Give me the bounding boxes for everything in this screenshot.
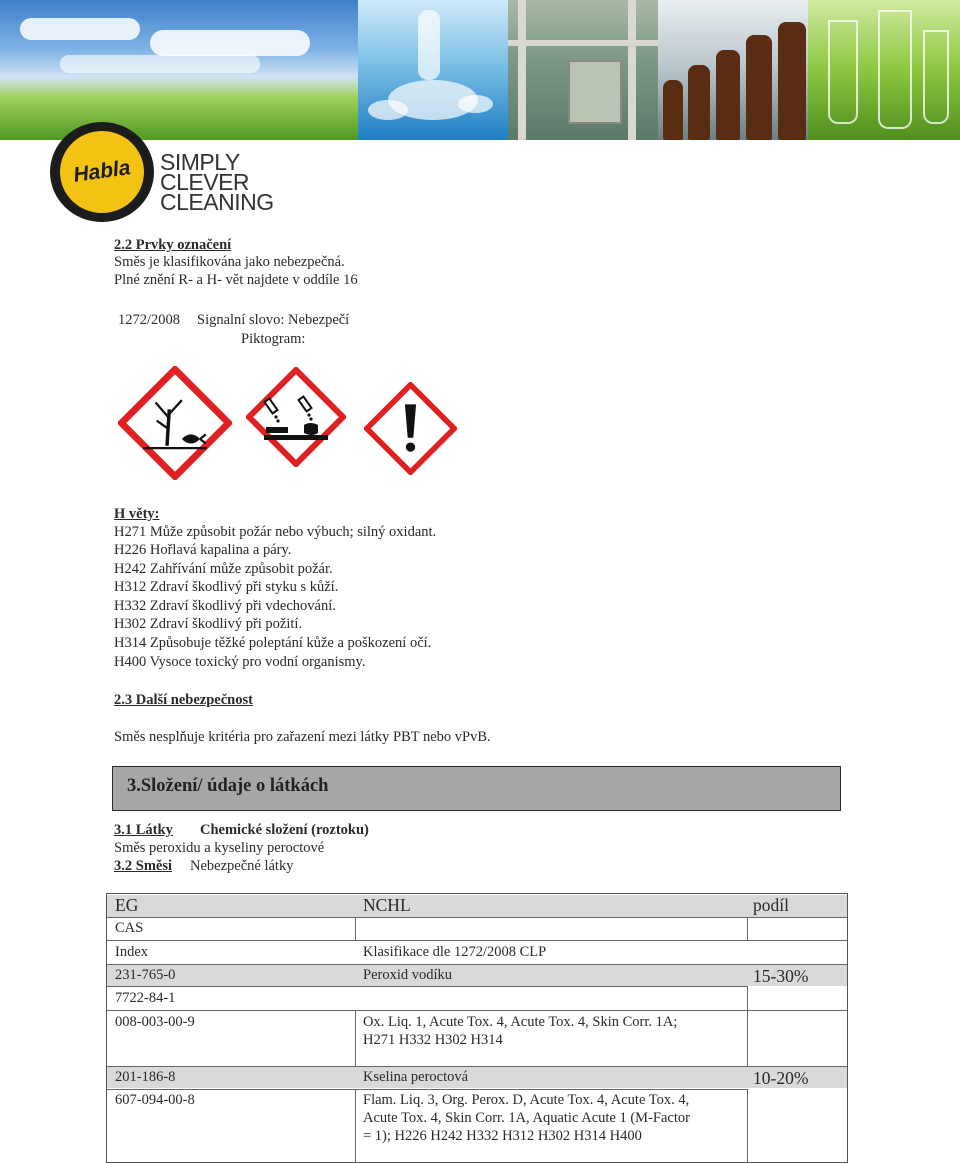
h-statement: H226 Hořlavá kapalina a páry.: [114, 542, 292, 558]
logo-brand: Habla: [72, 156, 132, 187]
column-header-eg: EG: [115, 895, 139, 915]
bottles-photo: [658, 0, 808, 140]
cas-number: 607-094-00-8: [115, 1092, 195, 1108]
regulation-number: 1272/2008: [118, 312, 181, 328]
factory-photo: [508, 0, 658, 140]
composition-table: [106, 893, 848, 1163]
classification-line: Flam. Liq. 3, Org. Perox. D, Acute Tox. 4, Acute Tox. 4,: [363, 1092, 690, 1108]
laboratory-photo: [808, 0, 960, 140]
pbt-text: Směs nesplňuje kritéria pro zařazení mezi látky PBT nebo vPvB.: [114, 729, 491, 745]
subsection-title-3-2: Nebezpečné látky: [190, 858, 294, 874]
h-statement: H314 Způsobuje těžké poleptání kůže a poškození očí.: [114, 635, 432, 651]
substance-name: Kselina peroctová: [363, 1069, 469, 1085]
subsection-title-3-1: Chemické složení (roztoku): [200, 822, 369, 838]
column-header-podil: podíl: [753, 895, 789, 915]
water-photo: [358, 0, 508, 140]
substance-name: Peroxid vodíku: [363, 967, 453, 983]
h-statements-heading: H věty:: [114, 506, 160, 522]
section-header-3: [112, 766, 841, 811]
classification-line: H271 H332 H302 H314: [363, 1032, 503, 1048]
subsection-number-3-1: 3.1 Látky: [114, 822, 173, 838]
column-header-nchl: NCHL: [363, 895, 411, 915]
h-statement: H332 Zdraví škodlivý při vdechování.: [114, 598, 336, 614]
subsection-number-3-2: 3.2 Směsi: [114, 858, 172, 874]
classification-line: Acute Tox. 4, Skin Corr. 1A, Aquatic Acute 1 (M-Factor: [363, 1110, 690, 1126]
h-statement: H302 Zdraví škodlivý při požití.: [114, 616, 303, 632]
h-statement: H312 Zdraví škodlivý při styku s kůží.: [114, 579, 339, 595]
section-title-3: 3.Složení/ údaje o látkách: [127, 776, 329, 796]
logo-tagline: SIMPLY CLEVER CLEANING: [160, 149, 274, 215]
eg-number: 231-765-0: [115, 967, 176, 983]
h-statement: H271 Může způsobit požár nebo výbuch; silný oxidant.: [114, 524, 437, 540]
substance-description: Směs peroxidu a kyseliny peroctové: [114, 840, 325, 856]
classification-text: Směs je klasifikována jako nebezpečná.: [114, 254, 345, 270]
column-header-klasifikace: Klasifikace dle 1272/2008 CLP: [363, 944, 547, 960]
classification-line: = 1); H226 H242 H332 H312 H302 H314 H400: [363, 1128, 642, 1144]
habla-logo: [50, 122, 280, 222]
corrosion-icon: [246, 367, 346, 467]
table-row: [107, 965, 847, 986]
h-statement: H400 Vysoce toxický pro vodní organismy.: [114, 654, 366, 670]
section-heading-2-3: 2.3 Další nebezpečnost: [114, 692, 253, 708]
column-header-cas: CAS: [115, 920, 144, 936]
concentration: 15-30%: [753, 966, 809, 986]
pictogram-label: Piktogram:: [241, 331, 306, 347]
environment-hazard-icon: [118, 366, 232, 480]
reference-text: Plné znění R- a H- vět najdete v oddíle 16: [114, 272, 358, 288]
signal-word: Signalní slovo: Nebezpečí: [197, 312, 350, 328]
exclamation-mark-icon: [364, 382, 457, 475]
table-row: [107, 1067, 847, 1088]
concentration: 10-20%: [753, 1068, 809, 1088]
table-header-row: [107, 895, 847, 917]
cas-number: 7722-84-1: [115, 990, 176, 1006]
classification-line: Ox. Liq. 1, Acute Tox. 4, Acute Tox. 4, Skin Corr. 1A;: [363, 1014, 678, 1030]
grass-photo: [0, 0, 358, 140]
section-heading-2-2: 2.2 Prvky označení: [114, 237, 232, 253]
column-header-index: Index: [115, 944, 149, 960]
header-banner: [0, 0, 960, 140]
index-number: 008-003-00-9: [115, 1014, 195, 1030]
eg-number: 201-186-8: [115, 1069, 176, 1085]
h-statement: H242 Zahřívání může způsobit požár.: [114, 561, 333, 577]
